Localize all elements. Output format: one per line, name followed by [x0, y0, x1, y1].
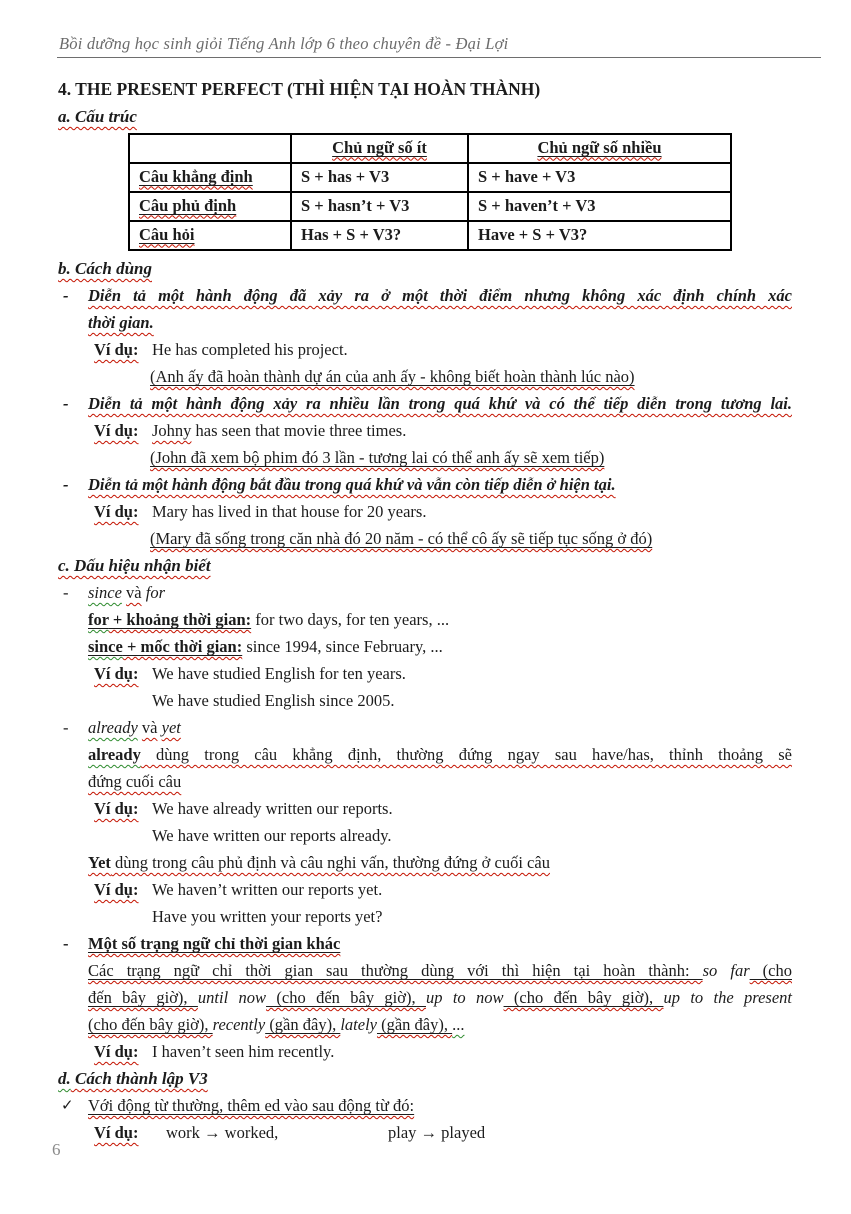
- table-col-header-singular: Chủ ngữ số ít: [291, 134, 468, 163]
- example-label: Ví dụ:: [94, 502, 139, 521]
- adverb-lately: lately: [340, 1015, 377, 1034]
- formula-cell: S + has + V3: [291, 163, 468, 192]
- section-c-heading: c. Dấu hiệu nhận biết: [58, 556, 211, 575]
- adverbs-paragraph-line3: (cho đến bây giờ), recently (gần đây), lately (gần đây), ...: [88, 1015, 465, 1034]
- table-row-label: Câu khẳng định: [129, 163, 291, 192]
- adverbs-paragraph-line1: Các trạng ngữ chỉ thời gian sau thường dùng với thì hiện tại hoàn thành: so far (cho: [88, 961, 792, 980]
- v3-example-line: [58, 1119, 792, 1146]
- section-d-heading: d. Cách thành lập V3: [58, 1069, 208, 1088]
- usage1-rule-line1: - Diễn tả một hành động đã xảy ra ở một thời điểm nhưng không xác định chính xác: [58, 282, 792, 309]
- usage3-translation: (Mary đã sống trong căn nhà đó 20 năm - có thể cô ấy sẽ tiếp tục sống ở đó): [150, 529, 653, 548]
- for-rule-line: for + khoảng thời gian: for two days, for ten years, ...: [88, 610, 450, 629]
- example-sentence: He has completed his project.: [152, 340, 348, 359]
- usage1-example-line: [58, 336, 792, 363]
- formula-cell: Have + S + V3?: [468, 221, 731, 250]
- adverb-recently: recently: [212, 1015, 266, 1034]
- example-sentence: We have studied English for ten years.: [152, 664, 406, 683]
- usage1-translation: (Anh ấy đã hoàn thành dự án của anh ấy - không biết hoàn thành lúc nào): [150, 367, 635, 386]
- bullet-dash: -: [63, 718, 69, 737]
- example-sentence: Mary has lived in that house for 20 years.: [152, 502, 427, 521]
- bullet-dash: -: [63, 583, 69, 602]
- example-sentence: Have you written your reports yet?: [152, 907, 383, 926]
- already-example-line2: [58, 822, 792, 849]
- yet-rule-line: Yet dùng trong câu phủ định và câu nghi vấn, thường đứng ở cuối câu: [88, 853, 550, 872]
- yet-example-line2: [58, 903, 792, 930]
- example-sentence: We have written our reports already.: [152, 826, 392, 845]
- bullet-dash: -: [63, 394, 69, 413]
- example-label: Ví dụ:: [94, 664, 139, 683]
- already-yet-bullet: [58, 714, 792, 741]
- formula-cell: S + have + V3: [468, 163, 731, 192]
- table-col-header-plural: Chủ ngữ số nhiều: [468, 134, 731, 163]
- since-rule-line: since + mốc thời gian: since 1994, since February, ...: [88, 637, 443, 656]
- structure-table: [128, 133, 732, 251]
- adverbs-paragraph-line2: đến bây giờ), until now (cho đến bây giờ), up to now (cho đến bây giờ), up to the present: [88, 988, 792, 1007]
- signal-word-already: already: [88, 718, 138, 737]
- section-a-heading: a. Cấu trúc: [58, 107, 137, 126]
- table-header-row: [129, 134, 731, 163]
- example-label: Ví dụ:: [94, 421, 139, 440]
- table-row-label: Câu phủ định: [129, 192, 291, 221]
- adverb-up-to-now: up to now: [425, 988, 504, 1007]
- v3-rule-line: ✓ Với động từ thường, thêm ed vào sau động từ đó:: [58, 1092, 792, 1119]
- running-header: [57, 0, 821, 58]
- verb-pair-play: play → played: [388, 1123, 486, 1142]
- since-for-example-line: [58, 660, 792, 687]
- header-title: Bồi dưỡng học sinh giỏi Tiếng Anh lớp 6 theo chuyên đề - Đại Lợi: [59, 34, 509, 53]
- table-row: [129, 192, 731, 221]
- for-examples: for two days, for ten years, ...: [251, 610, 450, 629]
- page-title: 4. THE PRESENT PERFECT (THÌ HIỆN TẠI HOÀN THÀNH): [58, 79, 541, 99]
- since-for-example-line2: [58, 687, 792, 714]
- example-sentence: We have already written our reports.: [152, 799, 393, 818]
- bullet-dash: -: [63, 934, 69, 953]
- usage3-example-line: [58, 498, 792, 525]
- formula-cell: S + hasn’t + V3: [291, 192, 468, 221]
- signal-word-for: for: [145, 583, 165, 602]
- table-corner-cell: [129, 134, 291, 163]
- verb-pair-work: work → worked,: [166, 1123, 279, 1142]
- checkmark-icon: ✓: [61, 1096, 74, 1114]
- table-row: [129, 221, 731, 250]
- signal-word-yet: yet: [161, 718, 181, 737]
- usage2-translation: (John đã xem bộ phim đó 3 lần - tương lai có thể anh ấy sẽ xem tiếp): [150, 448, 605, 467]
- ellipsis: ...: [452, 1015, 465, 1034]
- usage2-example-line: [58, 417, 792, 444]
- already-rule-line2: đứng cuối câu: [88, 772, 182, 791]
- usage2-rule: - Diễn tả một hành động xảy ra nhiều lần trong quá khứ và có thể tiếp diễn trong tương lai.: [58, 390, 792, 417]
- adverb-until-now: until now: [197, 988, 267, 1007]
- example-label: Ví dụ:: [94, 1042, 139, 1061]
- signal-word-yet-bold: Yet: [88, 853, 111, 872]
- formula-cell: Has + S + V3?: [291, 221, 468, 250]
- page-content: [58, 76, 792, 1146]
- example-label: Ví dụ:: [94, 799, 139, 818]
- example-sentence: We have studied English since 2005.: [152, 691, 395, 710]
- already-rule-line1: already dùng trong câu khẳng định, thường đứng ngay sau have/has, thỉnh thoảng sẽ: [88, 745, 792, 764]
- example-sentence: I haven’t seen him recently.: [152, 1042, 335, 1061]
- adverb-so-far: so far: [702, 961, 750, 980]
- conjunction: và: [126, 583, 142, 602]
- usage3-rule: - Diễn tả một hành động bắt đầu trong quá khứ và vẫn còn tiếp diễn ở hiện tại.: [58, 471, 792, 498]
- adverbs-example-line: [58, 1038, 792, 1065]
- section-b-heading: b. Cách dùng: [58, 259, 152, 278]
- table-row-label: Câu hỏi: [129, 221, 291, 250]
- since-for-bullet: [58, 579, 792, 606]
- page-number: 6: [52, 1140, 61, 1159]
- usage1-rule-line2: thời gian.: [88, 313, 154, 332]
- yet-example-line: [58, 876, 792, 903]
- already-example-line: [58, 795, 792, 822]
- example-label: Ví dụ:: [94, 880, 139, 899]
- example-sentence: has seen that movie three times.: [191, 421, 407, 440]
- conjunction: và: [141, 718, 158, 737]
- example-label: Ví dụ:: [94, 1123, 139, 1142]
- other-adverbs-bullet: - Một số trạng ngữ chỉ thời gian khác: [58, 930, 792, 957]
- formula-cell: S + haven’t + V3: [468, 192, 731, 221]
- table-row: [129, 163, 731, 192]
- bullet-dash: -: [63, 475, 69, 494]
- example-sentence: We haven’t written our reports yet.: [152, 880, 383, 899]
- example-name: Johny: [152, 421, 192, 440]
- example-label: Ví dụ:: [94, 340, 139, 359]
- adverb-up-to-the-present: up to the present: [663, 988, 792, 1007]
- bullet-dash: -: [63, 286, 69, 305]
- signal-word-since: since: [88, 583, 122, 602]
- since-examples: since 1994, since February, ...: [242, 637, 443, 656]
